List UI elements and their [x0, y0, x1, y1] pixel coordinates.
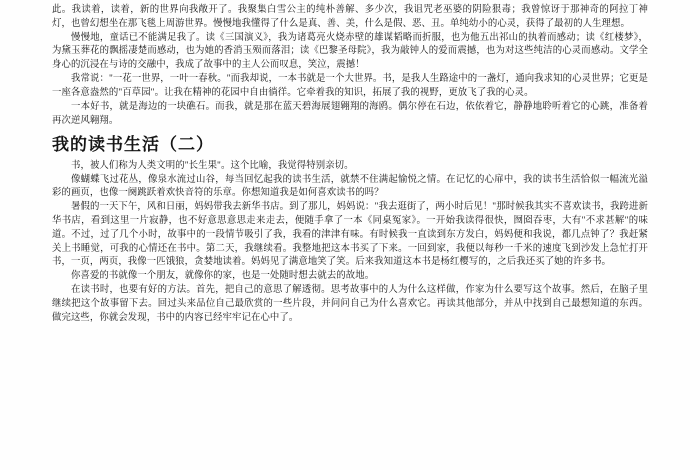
- paragraph: 在读书时，也要有好的方法。首先，把自己的意思了解透彻。思考故事中的人为什么这样做，作家为什么要写这个故事。然后，在脑子里继续把这个故事留下去。回过头来品位自己最欣赏的一些片段，并问问自己为什么喜欢它。再读其他部分，并从中找到自己最想知道的东西。做完这些，你就会发现，书中的内容已经牢牢记在心中了。: [52, 285, 648, 323]
- paragraph: 此。我读着，读着，新的世界向我敞开了。我聚集白雪公主的纯朴善解、多少次，我诅咒老巫婆的阴险狠毒；我曾惊讶于那神奇的阿拉丁神灯，也曾幻想坐在那飞毯上周游世界。慢慢地我懂得了什么是真、善、美，什么是假、恶、丑。单纯幼小的心灵，获得了最初的人生理想。: [52, 5, 648, 29]
- document-body: [52, 4, 648, 325]
- paragraph: 暑假的一天下午，风和日丽，妈妈带我去新华书店。到了那儿，妈妈说："我去逛街了，两小时后见！"那时候我其实不喜欢读书，我跨进新华书店，看到这里一片寂静，也不好意思意思走来走去，便随手拿了一本《同桌冤家》。一开始我读得很快，囫囵吞枣，大有"不求甚解"的味道。不过，过了几个小时，故事中的一段情节吸引了我，我看的津津有味。有时候我一直读到东方发白，妈妈便和我说，都几点钟了？我赶紧关上书睡觉，可我的心情还在书中。第二天，我继续看。我整地把这本书买了下来。一回到家，我便以每秒一千米的速度飞到沙发上急忙打开书，一页，两页，我像一匹饿狼，贪婪地读着。妈妈见了满意地笑了笑。后来我知道这本书是杨红樱写的，之后我还买了她的许多书。: [52, 202, 648, 268]
- paragraph: 我常说："一花一世界，一叶一春秋。"而我却说，一本书就是一个大世界。书，是我人生路途中的一盏灯，通向我求知的心灵世界；它更是一座各意盎然的"百草园"。让我在精神的花园中自由徜徉。它牵着我的知识，拓展了我的视野，更放飞了我的心灵。: [52, 74, 648, 98]
- paragraph: 慢慢地，童话已不能满足我了。读《三国演义》，我为诸葛亮火烧赤壁的雄谋韬略而折服，也为他五出祁山的执着而感动；读《红楼梦》，为黛玉葬花的飘摇凄楚而感动，也为她的香消玉殒而落泪；读《巴黎圣母院》，我为敲钟人的爱而震撼，也为对这些纯洁的心灵而感动。文学全身心的沉浸在与诗的交融中，我成了故事中的主人公而叹息，笑泣，震撼！: [52, 32, 648, 71]
- paragraph: 书，被人们称为人类文明的"长生果"。这个比喻，我觉得特别亲切。: [71, 160, 354, 171]
- paragraph: 一本好书，就是海边的一块礁石。而我，就是那在蓝天碧海展翅翱翔的海鸥。偶尔停在石边，依依着它，静静地聆听着它的心跳，准备着再次逆风翱翔。: [52, 101, 648, 126]
- paragraph: 像蝴蝶飞过花丛，像泉水流过山谷，每当回忆起我的读书生活，就禁不住满起愉悦之情。在记忆的心扉中，我的读书生活恰似一幅流光溢彩的画页，也像一阕跳跃着欢快音符的乐章。你想知道我是如何喜欢读书的吗？: [52, 174, 648, 199]
- section-heading: 我的读书生活（二）: [52, 135, 214, 156]
- paragraph: 你喜爱的书就像一个朋友，就像你的家，也是一处随时想去就去的故地。: [71, 271, 375, 282]
